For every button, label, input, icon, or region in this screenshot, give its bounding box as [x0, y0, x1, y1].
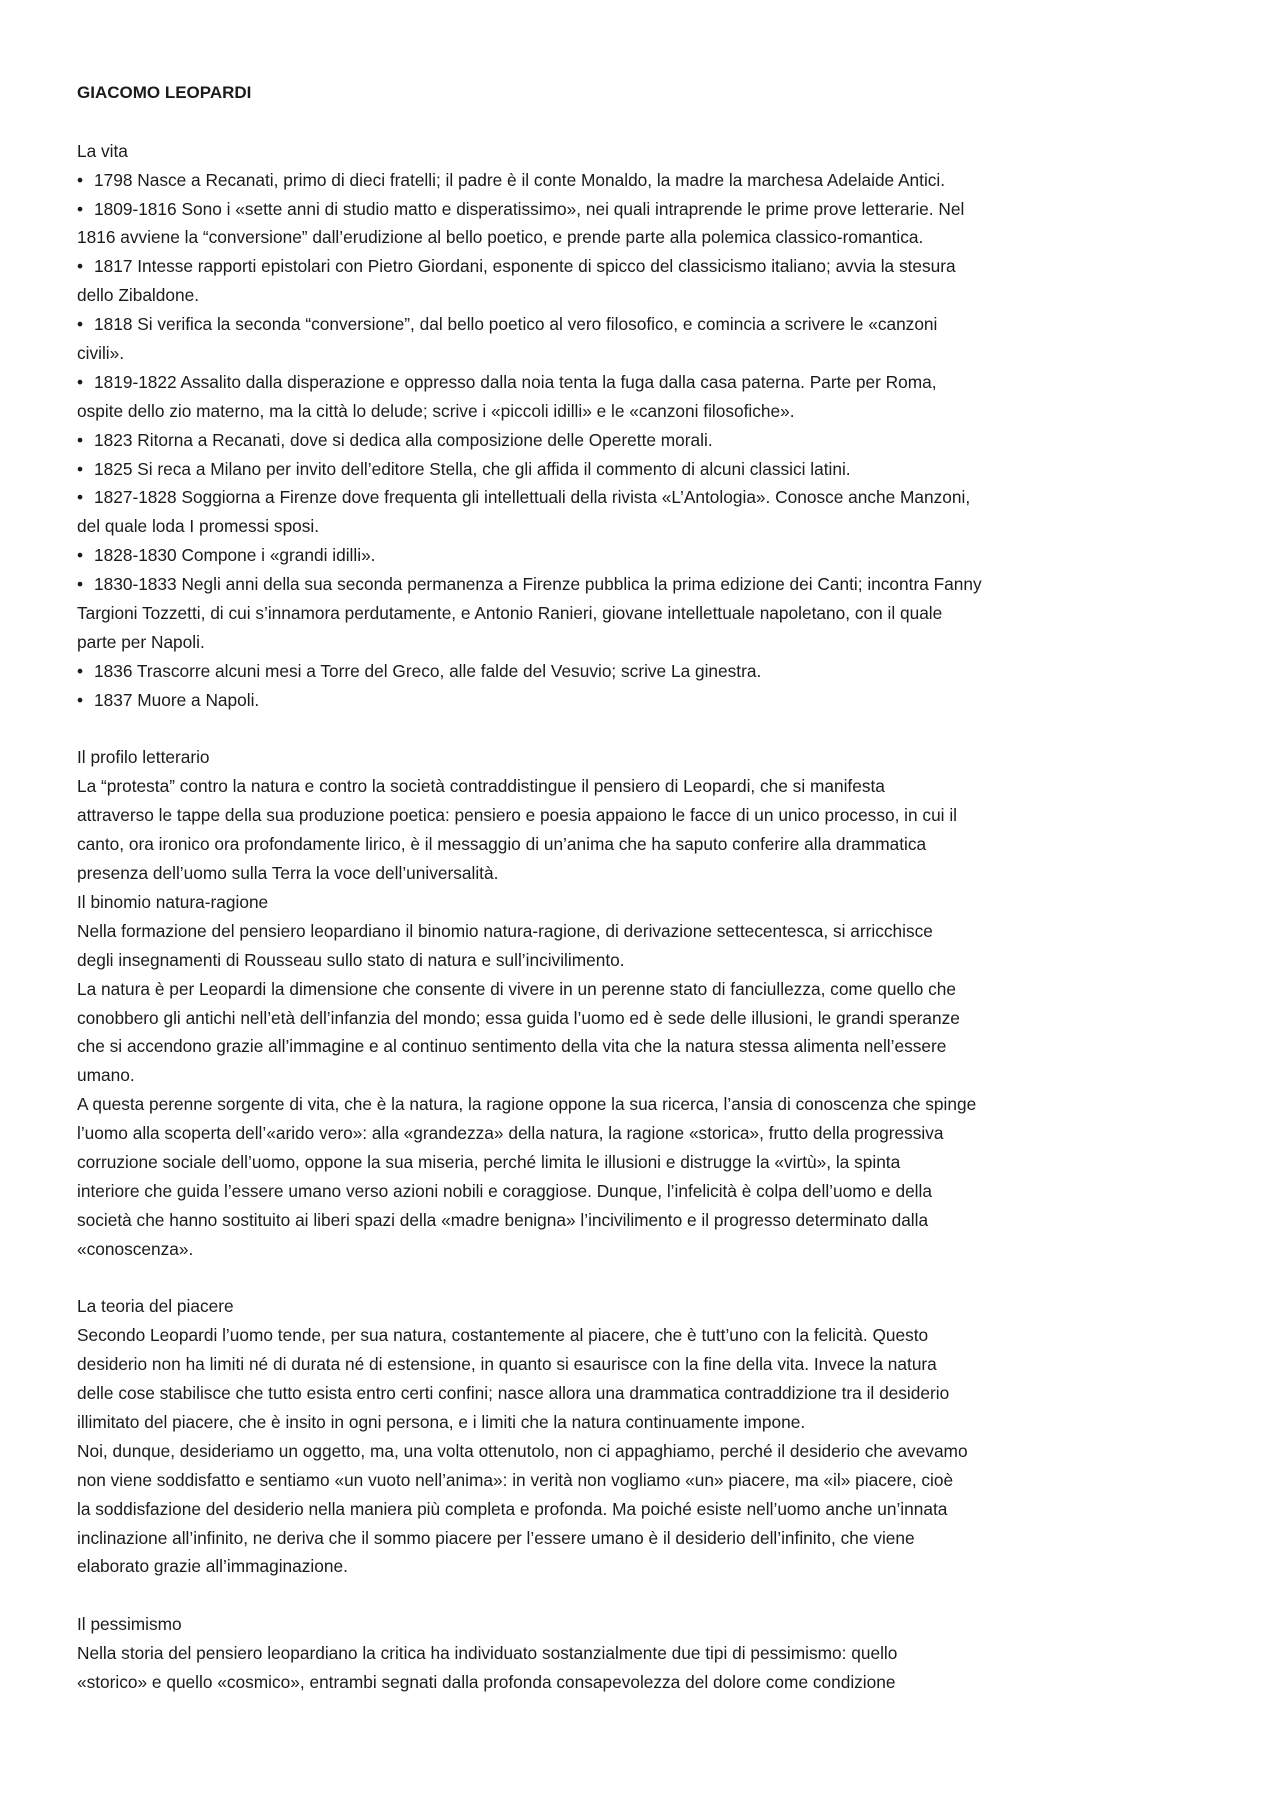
- section-teoria-del-piacere: [77, 1292, 1217, 1581]
- section-profilo-letterario: [77, 743, 1217, 887]
- section-la-vita: [77, 137, 1217, 715]
- bullet-text: 1823 Ritorna a Recanati, dove si dedica alla composizione delle Operette morali.: [94, 429, 713, 450]
- paragraph-line: conobbero gli antichi nell’età dell’infanzia del mondo; essa guida l’uomo ed è sede delle illusioni, le grandi speranze: [77, 1007, 960, 1028]
- bullet-icon: •: [77, 487, 84, 508]
- bullet-text-continued: 1816 avviene la “conversione” dall’erudizione al bello poetico, e prende parte alla polemica classico-romantica.: [77, 227, 924, 248]
- paragraph-line: presenza dell’uomo sulla Terra la voce dell’universalità.: [77, 863, 499, 884]
- spacer: [77, 108, 1217, 137]
- section-heading: Il binomio natura-ragione: [77, 891, 269, 912]
- bullet-icon: •: [77, 458, 84, 479]
- bullet-text: 1828-1830 Compone i «grandi idilli».: [94, 545, 376, 566]
- paragraph-line: che si accendono grazie all’immagine e al continuo sentimento della vita che la natura stessa alimenta nell’essere: [77, 1036, 947, 1057]
- bullet-text-continued: del quale loda I promessi sposi.: [77, 516, 320, 537]
- paragraph: [77, 772, 1217, 888]
- bullet-text: 1827-1828 Soggiorna a Firenze dove frequenta gli intellettuali della rivista «L’Antologia». Conosce anche Manzoni,: [94, 487, 971, 508]
- bullet-icon: •: [77, 256, 84, 277]
- paragraph-line: l’uomo alla scoperta dell’«arido vero»: alla «grandezza» della natura, la ragione «storica», frutto della progressiva: [77, 1123, 944, 1144]
- paragraph-line: desiderio non ha limiti né di durata né di estensione, in quanto si esaurisce con la fine della vita. Invece la natura: [77, 1354, 937, 1375]
- bullet-item: [77, 252, 1217, 310]
- spacer: [77, 715, 1217, 744]
- bullet-text-continued: dello Zibaldone.: [77, 285, 200, 306]
- paragraph-line: inclinazione all’infinito, ne deriva che il sommo piacere per l’essere umano è il desiderio dell’infinito, che viene: [77, 1527, 915, 1548]
- bullet-icon: •: [77, 169, 84, 190]
- bullet-item: [77, 195, 1217, 253]
- paragraph: [77, 1639, 1217, 1697]
- bullet-icon: •: [77, 371, 84, 392]
- paragraph-line: A questa perenne sorgente di vita, che è la natura, la ragione oppone la sua ricerca, l’ansia di conoscenza che spinge: [77, 1094, 977, 1115]
- paragraph: [77, 1437, 1217, 1581]
- bullet-item: [77, 426, 1217, 455]
- bullet-text: 1798 Nasce a Recanati, primo di dieci fratelli; il padre è il conte Monaldo, la madre la marchesa Adelaide Antici.: [94, 169, 946, 190]
- bullet-text: 1837 Muore a Napoli.: [94, 689, 260, 710]
- bullet-text: 1836 Trascorre alcuni mesi a Torre del Greco, alle falde del Vesuvio; scrive La ginestra.: [94, 660, 762, 681]
- bullet-text-continued: parte per Napoli.: [77, 631, 205, 652]
- paragraph-line: Secondo Leopardi l’uomo tende, per sua natura, costantemente al piacere, che è tutt’uno con la felicità. Questo: [77, 1325, 929, 1346]
- paragraph-line: non viene soddisfatto e sentiamo «un vuoto nell’anima»: in verità non vogliamo «un» piacere, ma «il» piacere, cioè: [77, 1469, 954, 1490]
- bullet-icon: •: [77, 574, 84, 595]
- bullet-item: [77, 483, 1217, 541]
- bullet-icon: •: [77, 689, 84, 710]
- bullet-icon: •: [77, 545, 84, 566]
- bullet-text-continued: Targioni Tozzetti, di cui s’innamora perdutamente, e Antonio Ranieri, giovane intellettuale napoletano, con il quale: [77, 603, 943, 624]
- bullet-text: 1830-1833 Negli anni della sua seconda permanenza a Firenze pubblica la prima edizione dei Canti; incontra Fanny: [94, 574, 982, 595]
- paragraph: [77, 1321, 1217, 1437]
- paragraph-line: umano.: [77, 1065, 135, 1086]
- bullet-text: 1818 Si verifica la seconda “conversione”, dal bello poetico al vero filosofico, e comincia a scrivere le «canzoni: [94, 314, 938, 335]
- paragraph-line: la soddisfazione del desiderio nella maniera più completa e profonda. Ma poiché esiste nell’uomo anche un’innata: [77, 1498, 948, 1519]
- bullet-icon: •: [77, 429, 84, 450]
- bullet-icon: •: [77, 660, 84, 681]
- paragraph-line: società che hanno sostituito ai liberi spazi della «madre benigna» l’incivilimento e il progresso determinato dalla: [77, 1209, 929, 1230]
- paragraph-line: attraverso le tappe della sua produzione poetica: pensiero e poesia appaiono le facce di un unico processo, in cui il: [77, 805, 957, 826]
- paragraph-line: «conoscenza».: [77, 1238, 194, 1259]
- bullet-item: [77, 368, 1217, 426]
- paragraph-line: «storico» e quello «cosmico», entrambi segnati dalla profonda consapevolezza del dolore come condizione: [77, 1671, 896, 1692]
- bullet-text: 1819-1822 Assalito dalla disperazione e oppresso dalla noia tenta la fuga dalla casa paterna. Parte per Roma,: [94, 371, 937, 392]
- bullet-icon: •: [77, 314, 84, 335]
- bullet-item: [77, 166, 1217, 195]
- section-pessimismo: [77, 1610, 1217, 1697]
- bullet-text-continued: ospite dello zio materno, ma la città lo delude; scrive i «piccoli idilli» e le «canzoni filosofiche».: [77, 400, 795, 421]
- section-heading: La teoria del piacere: [77, 1296, 234, 1317]
- section-heading: La vita: [77, 140, 128, 161]
- paragraph-line: canto, ora ironico ora profondamente lirico, è il messaggio di un’anima che ha saputo conferire alla drammatica: [77, 834, 927, 855]
- paragraph-line: elaborato grazie all’immaginazione.: [77, 1556, 348, 1577]
- section-binomio-natura-ragione: [77, 888, 1217, 1264]
- spacer: [77, 1581, 1217, 1610]
- bullet-item: [77, 657, 1217, 686]
- paragraph: [77, 917, 1217, 975]
- paragraph-line: illimitato del piacere, che è insito in ogni persona, e i limiti che la natura continuamente impone.: [77, 1411, 806, 1432]
- bullet-item: [77, 686, 1217, 715]
- document-title: GIACOMO LEOPARDI: [77, 83, 252, 102]
- paragraph-line: degli insegnamenti di Rousseau sullo stato di natura e sull’incivilimento.: [77, 949, 625, 970]
- paragraph: [77, 1090, 1217, 1263]
- bullet-text: 1809-1816 Sono i «sette anni di studio matto e disperatissimo», nei quali intraprende le prime prove letterarie. Nel: [94, 198, 965, 219]
- section-heading: Il profilo letterario: [77, 747, 210, 768]
- paragraph: [77, 975, 1217, 1091]
- bullet-text-continued: civili».: [77, 343, 125, 364]
- bullet-icon: •: [77, 198, 84, 219]
- paragraph-line: Nella storia del pensiero leopardiano la critica ha individuato sostanzialmente due tipi di pessimismo: quello: [77, 1643, 898, 1664]
- document-page: [77, 79, 1217, 1697]
- section-heading: Il pessimismo: [77, 1614, 182, 1635]
- paragraph-line: interiore che guida l’essere umano verso azioni nobili e coraggiose. Dunque, l’infelicità è colpa dell’uomo e della: [77, 1180, 932, 1201]
- paragraph-line: Nella formazione del pensiero leopardiano il binomio natura-ragione, di derivazione settecentesca, si arricchisce: [77, 920, 933, 941]
- spacer: [77, 1264, 1217, 1293]
- paragraph-line: Noi, dunque, desideriamo un oggetto, ma, una volta ottenutolo, non ci appaghiamo, perché il desiderio che avevamo: [77, 1440, 968, 1461]
- bullet-text: 1817 Intesse rapporti epistolari con Pietro Giordani, esponente di spicco del classicismo italiano; avvia la stesura: [94, 256, 956, 277]
- paragraph-line: corruzione sociale dell’uomo, oppone la sua miseria, perché limita le illusioni e distrugge la «virtù», la spinta: [77, 1151, 901, 1172]
- bullet-item: [77, 541, 1217, 570]
- bullet-item: [77, 570, 1217, 657]
- bullet-item: [77, 310, 1217, 368]
- paragraph-line: delle cose stabilisce che tutto esista entro certi confini; nasce allora una drammatica contraddizione tra il desiderio: [77, 1383, 950, 1404]
- bullet-item: [77, 455, 1217, 484]
- bullet-text: 1825 Si reca a Milano per invito dell’editore Stella, che gli affida il commento di alcuni classici latini.: [94, 458, 851, 479]
- paragraph-line: La “protesta” contro la natura e contro la società contraddistingue il pensiero di Leopardi, che si manifesta: [77, 776, 885, 797]
- paragraph-line: La natura è per Leopardi la dimensione che consente di vivere in un perenne stato di fanciullezza, come quello che: [77, 978, 957, 999]
